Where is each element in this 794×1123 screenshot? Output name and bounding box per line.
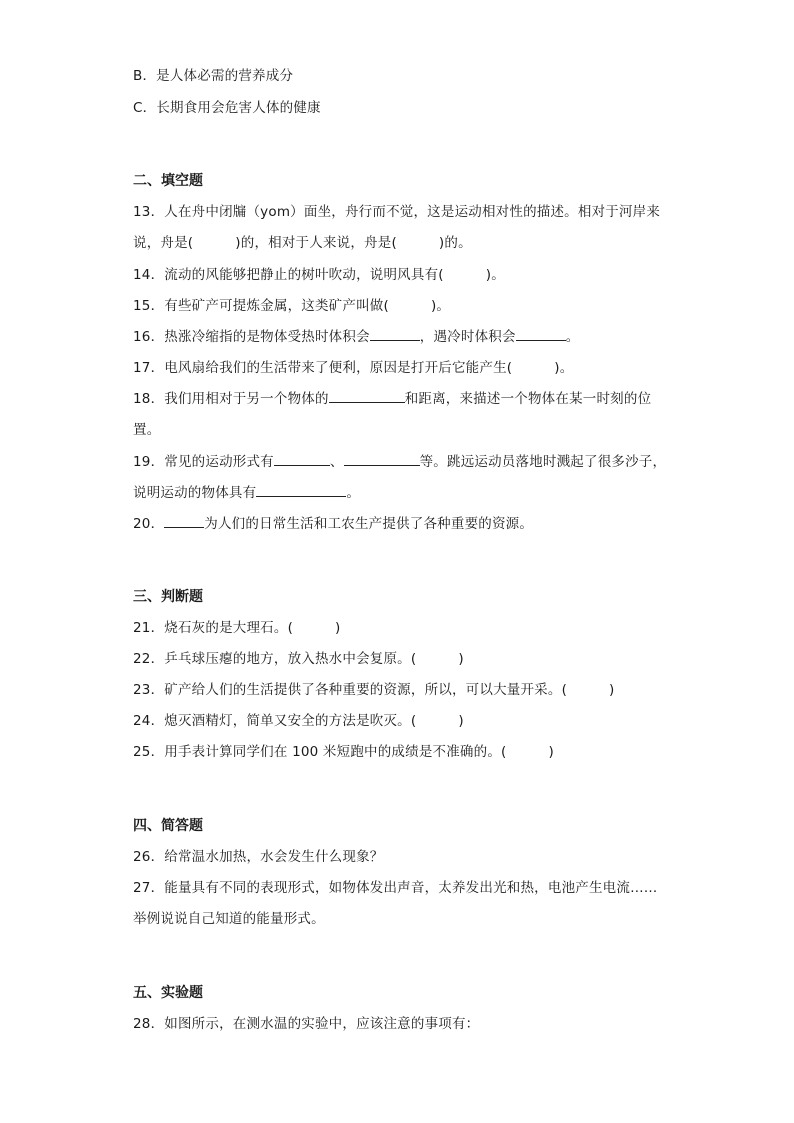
q19-blank-2[interactable]	[344, 453, 420, 466]
question-24	[133, 712, 464, 730]
question-19-line2	[133, 484, 360, 502]
q15-text-a: 15．有些矿产可提炼金属，这类矿产叫做(	[133, 298, 389, 314]
question-15	[133, 297, 450, 315]
q15-text-b: )。	[430, 298, 451, 314]
q18-text-a: 18．我们用相对于另一个物体的	[133, 391, 329, 407]
q17-text-b: )。	[554, 360, 574, 376]
q16-text-b: ，遇冷时体积会	[419, 329, 516, 345]
q25-text-b: )	[548, 744, 554, 760]
q18-text-b: 和距离，来描述一个物体在某一时刻的位	[404, 391, 652, 407]
q19-text-d: 说明运动的物体具有	[133, 485, 257, 501]
question-17	[133, 359, 573, 377]
question-16	[133, 328, 579, 346]
q24-text-b: )	[458, 713, 464, 729]
q13-text-b: )的，相对于人来说，舟是(	[235, 235, 397, 251]
section-judge-title: 三、判断题	[133, 589, 203, 605]
q19-text-c: 等。跳远运动员落地时溅起了很多沙子，	[419, 454, 667, 470]
question-18-line1	[133, 390, 651, 408]
question-21	[133, 619, 341, 637]
q23-text-b: )	[609, 682, 615, 698]
q23-text-a: 23．矿产给人们的生活提供了各种重要的资源，所以，可以大量开采。(	[133, 682, 568, 698]
q19-blank-3[interactable]	[256, 484, 346, 497]
section-experiment-title: 五、实验题	[133, 985, 203, 1001]
q19-text-e: 。	[346, 485, 361, 501]
question-27-line1: 27．能量具有不同的表现形式，如物体发出声音，太养发出光和热，电池产生电流……	[133, 880, 658, 896]
section-short-title: 四、简答题	[133, 818, 203, 834]
question-13-line1: 13．人在舟中闭牖（yom）面坐，舟行而不觉，这是运动相对性的描述。相对于河岸来	[133, 204, 661, 220]
q20-text-a: 20．	[133, 516, 165, 532]
question-20	[133, 515, 533, 533]
option-c: C．长期食用会危害人体的健康	[133, 100, 321, 116]
section-fill-title: 二、填空题	[133, 173, 203, 189]
question-18-line2: 置。	[133, 422, 161, 438]
q20-text-b: 为人们的日常生活和工农生产提供了各种重要的资源。	[204, 516, 534, 532]
q21-text-b: )	[335, 620, 341, 636]
q16-text-a: 16．热涨冷缩指的是物体受热时体积会	[133, 329, 370, 345]
q19-text-b: 、	[329, 454, 344, 470]
q20-blank[interactable]	[164, 515, 204, 528]
q13-text-a: 说，舟是(	[133, 235, 194, 251]
question-27-line2: 举例说说自己知道的能量形式。	[133, 911, 325, 927]
q17-text-a: 17．电风扇给我们的生活带来了便利，原因是打开后它能产生(	[133, 360, 513, 376]
q14-text-b: )。	[485, 267, 505, 283]
q16-text-c: 。	[565, 329, 580, 345]
q22-text-b: )	[458, 651, 464, 667]
q24-text-a: 24．熄灭酒精灯，简单又安全的方法是吹灭。(	[133, 713, 417, 729]
question-26: 26．给常温水加热，水会发生什么现象？	[133, 849, 384, 865]
option-b: B．是人体必需的营养成分	[133, 68, 294, 84]
q14-text-a: 14．流动的风能够把静止的树叶吹动，说明风具有(	[133, 267, 444, 283]
question-13-line2	[133, 234, 472, 252]
question-25	[133, 743, 554, 761]
q13-text-c: )的。	[438, 235, 472, 251]
q22-text-a: 22．乒乓球压瘪的地方，放入热水中会复原。(	[133, 651, 417, 667]
q19-blank-1[interactable]	[274, 453, 330, 466]
q18-blank[interactable]	[329, 390, 405, 403]
q19-text-a: 19．常见的运动形式有	[133, 454, 274, 470]
q25-text-a: 25．用手表计算同学们在 100 米短跑中的成绩是不准确的。(	[133, 744, 507, 760]
question-28: 28．如图所示，在测水温的实验中，应该注意的事项有：	[133, 1016, 480, 1032]
q21-text-a: 21．烧石灰的是大理石。(	[133, 620, 294, 636]
question-22	[133, 650, 464, 668]
question-19-line1	[133, 453, 666, 471]
q16-blank-1[interactable]	[370, 328, 420, 341]
q16-blank-2[interactable]	[516, 328, 566, 341]
question-23	[133, 681, 615, 699]
question-14	[133, 266, 505, 284]
